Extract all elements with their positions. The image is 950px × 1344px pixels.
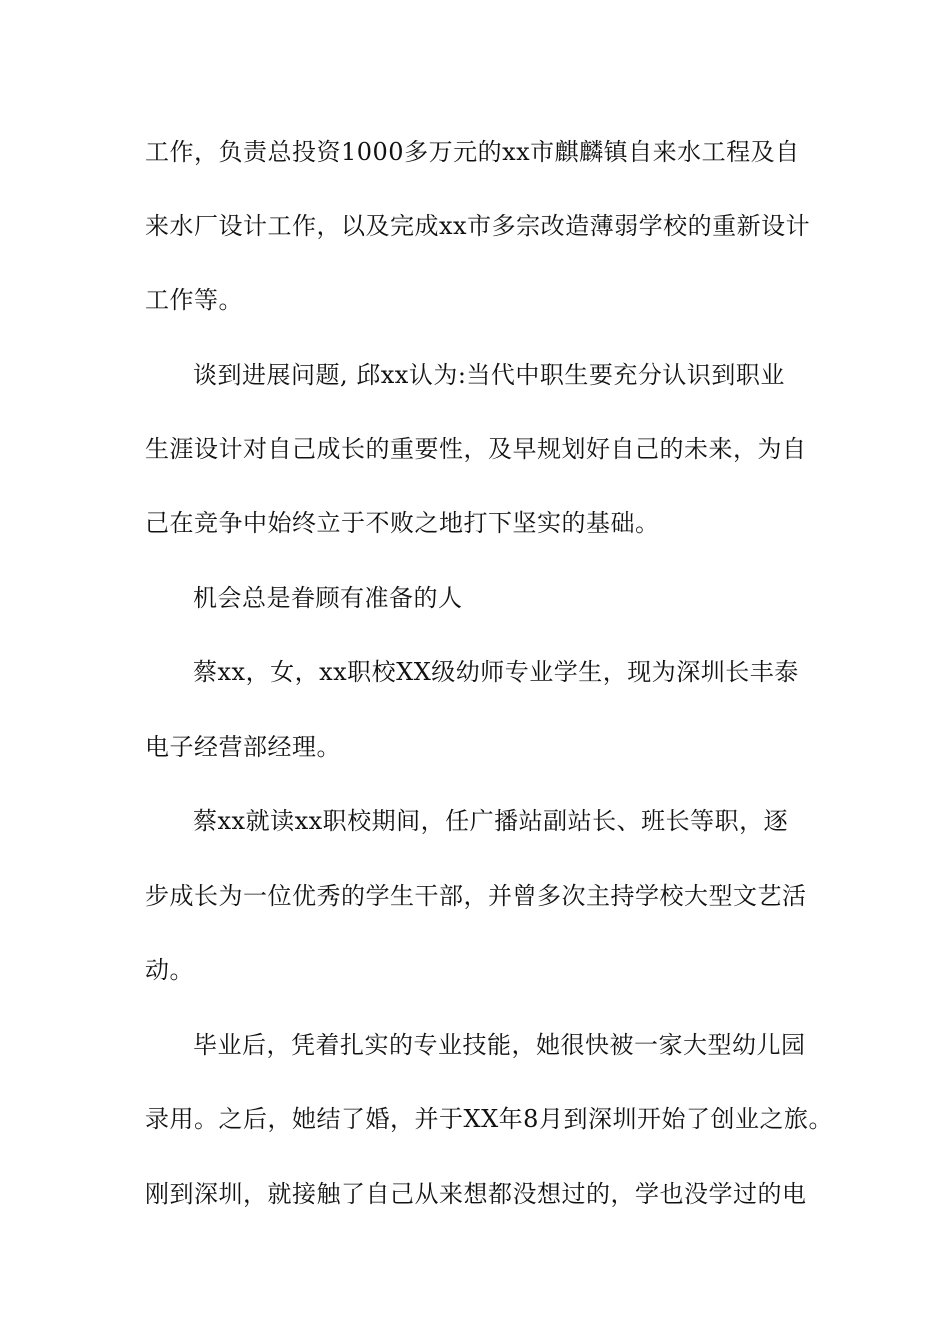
paragraph-start-line: 蔡xx，女，xx职校XX级幼师专业学生，现为深圳长丰泰 (193, 658, 799, 686)
text-line: 录用。之后，她结了婚，并于XX年8月到深圳开始了创业之旅。 (145, 1105, 833, 1133)
text-line: 来水厂设计工作，以及完成xx市多宗改造薄弱学校的重新设计 (145, 212, 811, 240)
paragraph-start-line: 毕业后，凭着扎实的专业技能，她很快被一家大型幼儿园 (193, 1031, 806, 1059)
text-line: 己在竞争中始终立于不败之地打下坚实的基础。 (145, 509, 660, 537)
text-line: 刚到深圳，就接触了自己从来想都没想过的，学也没学过的电 (145, 1180, 807, 1208)
text-line: 步成长为一位优秀的学生干部，并曾多次主持学校大型文艺活 (145, 882, 807, 910)
text-line: 工作，负责总投资1000多万元的xx市麒麟镇自来水工程及自 (145, 138, 800, 166)
paragraph-start-line: 谈到进展问题, 邱xx认为:当代中职生要充分认识到职业 (193, 361, 785, 389)
text-line: 动。 (145, 956, 194, 984)
paragraph-start-line: 蔡xx就读xx职校期间，任广播站副站长、班长等职，逐 (193, 807, 789, 835)
text-line: 工作等。 (145, 286, 243, 314)
section-heading: 机会总是眷顾有准备的人 (193, 584, 463, 612)
text-line: 电子经营部经理。 (145, 733, 341, 761)
text-line: 生涯设计对自己成长的重要性，及早规划好自己的未来，为自 (145, 435, 807, 463)
